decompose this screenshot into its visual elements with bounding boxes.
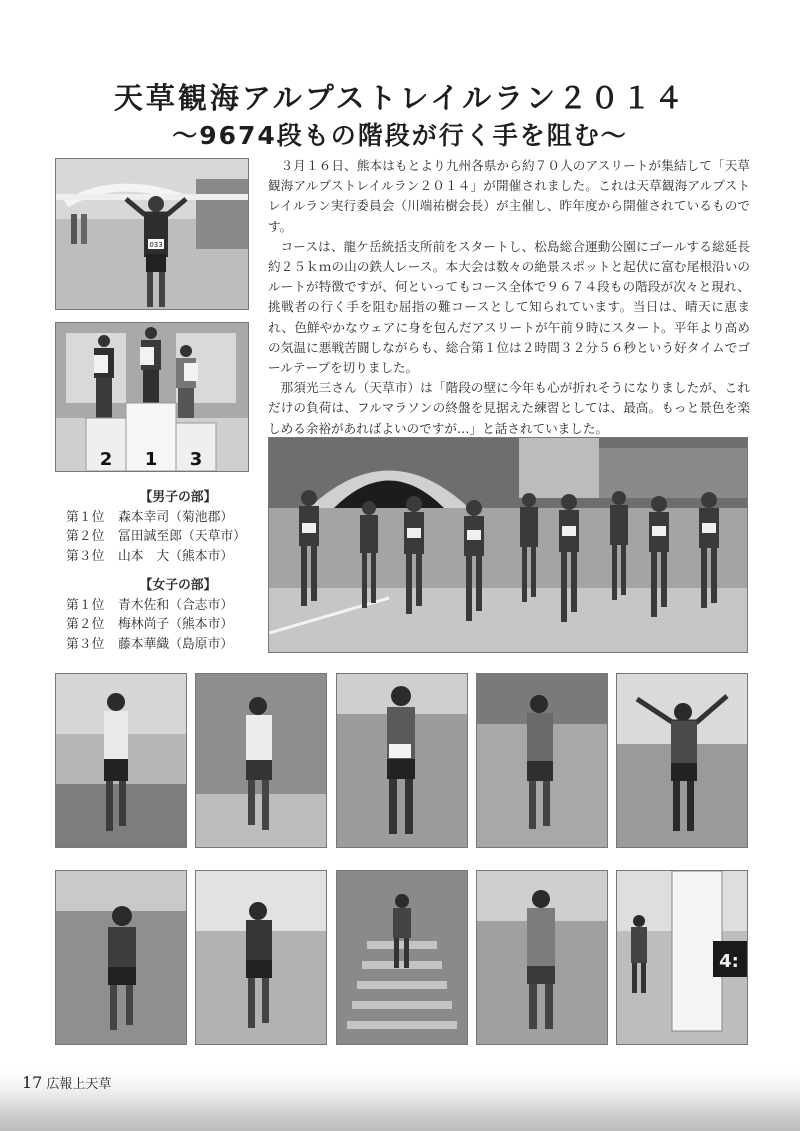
women-results-heading: 【女子の部】 bbox=[139, 578, 217, 593]
result-rank: 第３位 bbox=[66, 636, 105, 652]
results-list bbox=[58, 488, 258, 654]
article-paragraph: 那須光三さん（天草市）は「階段の壁に今年も心が折れそうになりましたが、これだけの負荷は、フルマラソンの終盤を見据えた練習としては、最高。もっと景色を楽しめる余裕があればよいのですが…」と話されていました。 bbox=[268, 380, 750, 436]
page-footer-band bbox=[0, 1070, 800, 1131]
runner-photo bbox=[195, 673, 327, 848]
race-start-photo bbox=[268, 437, 748, 653]
runner-photo bbox=[55, 870, 187, 1045]
result-row bbox=[66, 615, 258, 635]
page-footer bbox=[22, 1073, 111, 1092]
article-paragraph: ３月１６日、熊本はもとより九州各県から約７０人のアスリートが集結して「天草観海アルプストレイルラン２０１４」が開催されました。これは天草観海アルプストレイルラン実行委員会（川端祐樹会長）が主催し、昨年度から開催されているものです。 bbox=[268, 158, 750, 234]
result-name: 森本幸司（菊池郡） bbox=[118, 509, 234, 525]
article-paragraph: コースは、龍ケ岳統括支所前をスタートし、松島総合運動公園にゴールする総延長約２５ｋｍの山の鉄人レース。本大会は数々の絶景スポットと起伏に富む尾根沿いのルートが特徴ですが、何といってもコース全体で９６７４段もの階段が次々と現れ、挑戦者の行く手を阻む屈指の難コースとして知られています。当日は、晴天に恵まれ、色鮮やかなウェアに身を包んだアスリートが午前９時にスタート。平年より高めの気温に悪戦苦闘しながらも、総合第１位は２時間３２分５６秒という好タイムでゴールテープを切りました。 bbox=[268, 238, 750, 376]
finish-clock-photo bbox=[616, 870, 748, 1045]
runner-photo bbox=[55, 673, 187, 848]
runner-photo bbox=[336, 673, 468, 848]
result-rank: 第２位 bbox=[66, 529, 105, 544]
publication-name: 広報上天草 bbox=[46, 1077, 112, 1092]
podium-photo bbox=[55, 322, 249, 472]
result-name: 山本 大（熊本市） bbox=[118, 548, 234, 564]
runner-photo bbox=[616, 673, 748, 848]
result-rank: 第１位 bbox=[66, 509, 105, 525]
result-rank: 第２位 bbox=[66, 617, 105, 632]
result-row bbox=[66, 596, 258, 616]
finish-clock-readout: 4: bbox=[719, 951, 739, 972]
article-body bbox=[268, 156, 750, 439]
runner-photo bbox=[195, 870, 327, 1045]
result-name: 藤本華織（島原市） bbox=[118, 636, 234, 652]
result-name: 青木佐和（合志市） bbox=[118, 597, 234, 613]
result-name: 梅林尚子（熊本市） bbox=[118, 617, 234, 632]
page-number: 17 bbox=[22, 1073, 43, 1092]
result-rank: 第３位 bbox=[66, 548, 105, 564]
runner-photo bbox=[476, 870, 608, 1045]
podium-number-third: 3 bbox=[189, 449, 203, 470]
result-row bbox=[66, 527, 258, 547]
result-row bbox=[66, 547, 258, 567]
men-results-heading: 【男子の部】 bbox=[139, 490, 217, 505]
finish-bib-number: 033 bbox=[149, 241, 163, 249]
result-row bbox=[66, 635, 258, 655]
result-name: 冨田誠至郎（天草市） bbox=[118, 529, 246, 544]
runner-photo bbox=[336, 870, 468, 1045]
page-title: 天草観海アルプストレイルラン２０１４ bbox=[113, 81, 687, 115]
finish-line-photo bbox=[55, 158, 249, 310]
result-row bbox=[66, 508, 258, 528]
result-rank: 第１位 bbox=[66, 597, 105, 613]
podium-number-second: 2 bbox=[99, 449, 113, 470]
runner-photo bbox=[476, 673, 608, 848]
podium-number-first: 1 bbox=[144, 449, 158, 470]
page-subtitle: ～9674段もの階段が行く手を阻む～ bbox=[172, 121, 628, 150]
